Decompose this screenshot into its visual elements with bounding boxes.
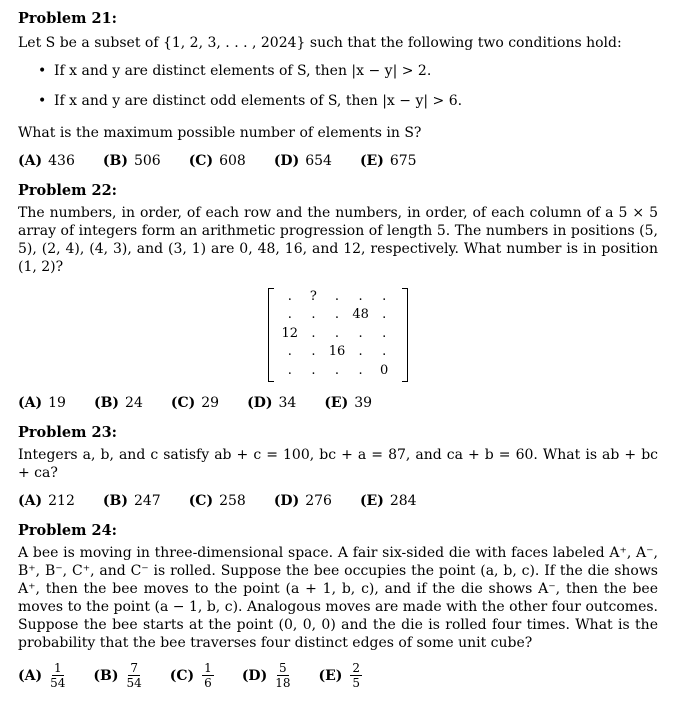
problem-24-title: Problem 24: xyxy=(18,522,118,539)
fraction: $\frac{1}{6}$ xyxy=(204,661,212,690)
problem-23-title: Problem 23: xyxy=(18,424,118,441)
matrix-cell: . xyxy=(382,325,387,341)
problem-22-text: The numbers, in order, of each row and the numbers, in order, of each column of a 5 × 5 array of integers form an arithmetic progression of length 5. The numbers in positions (5, 5), (2, 4), (4, 3), and (3, 1) are 0, 48, 16, and 12, respectively. What number is in position (1, 2)? xyxy=(18,205,658,275)
answer-choice: (C) 29 xyxy=(170,395,220,411)
answer-choice: (C) 608 xyxy=(188,153,246,169)
answer-choice: (A) 212 xyxy=(18,493,75,509)
answer-choice: (D) 276 xyxy=(273,493,332,509)
matrix-cell: 0 xyxy=(380,362,389,378)
answer-choice: (C) 258 xyxy=(188,493,246,509)
problem-sheet xyxy=(18,10,658,689)
fraction: $\frac{5}{18}$ xyxy=(275,661,291,690)
problem-22-choices xyxy=(18,394,658,412)
problem-23-text: Integers a, b, and c satisfy ab + c = 100, bc + a = 87, and ca + b = 60. What is ab + bc + ca? xyxy=(18,447,658,481)
problem-22-title: Problem 22: xyxy=(18,182,118,199)
answer-choice: (D) $\frac{5}{18}$ xyxy=(241,661,291,690)
matrix-cell: . xyxy=(287,362,292,378)
answer-choice: (D) 654 xyxy=(273,153,332,169)
matrix-cell: . xyxy=(287,307,292,323)
matrix-cell: . xyxy=(311,344,316,360)
matrix-cell: . xyxy=(334,362,340,378)
matrix-cell: . xyxy=(358,325,363,341)
matrix-cell: . xyxy=(311,325,316,341)
answer-choice: (A) 436 xyxy=(18,153,75,169)
array-matrix xyxy=(268,288,408,384)
matrix-cell: 16 xyxy=(328,344,346,360)
problem-21-condition-1: • If x and y are distinct elements of S, then |x − y| > 2. xyxy=(18,62,658,80)
matrix-cell: 12 xyxy=(281,325,299,341)
problem-21-question: What is the maximum possible number of elements in S? xyxy=(18,125,422,141)
matrix-cell: . xyxy=(334,307,340,323)
problem-21-choices xyxy=(18,152,658,170)
matrix-cell: ? xyxy=(309,289,317,304)
answer-choice: (B) 247 xyxy=(102,493,161,509)
fraction: $\frac{1}{54}$ xyxy=(50,661,66,690)
answer-choice: (B) $\frac{7}{54}$ xyxy=(93,661,142,690)
problem-21-intro: Let S be a subset of {1, 2, 3, . . . , 2024} such that the following two conditions hold: xyxy=(18,35,622,51)
answer-choice: (A) 19 xyxy=(18,395,66,411)
answer-choice: (E) 675 xyxy=(359,153,417,169)
answer-choice: (B) 24 xyxy=(93,395,143,411)
fraction: $\frac{7}{54}$ xyxy=(126,661,142,690)
matrix-cell: . xyxy=(334,289,340,304)
matrix-cell: . xyxy=(334,325,340,341)
problem-23-choices xyxy=(18,492,658,510)
problem-21-title: Problem 21: xyxy=(18,10,118,27)
matrix-left-bracket xyxy=(268,288,274,382)
matrix-cell: . xyxy=(358,362,363,378)
matrix-cell: . xyxy=(287,289,292,304)
matrix-cell: . xyxy=(358,344,363,360)
matrix-grid xyxy=(278,288,396,380)
matrix-cell: . xyxy=(287,344,292,360)
problem-24-text: A bee is moving in three-dimensional space. A fair six-sided die with faces labeled A⁺, A⁻, B⁺, B⁻, C⁺, and C⁻ is rolled. Suppose the bee occupies the point (a, b, c). If the die shows A⁺, then the bee moves to the point (a + 1, b, c), and if the die shows A⁻, then the bee moves to the point (a − 1, b, c). Analogous moves are made with the other four outcomes. Suppose the bee starts at the point (0, 0, 0) and the die is rolled four times. What is the probability that the bee traverses four distinct edges of some unit cube? xyxy=(18,545,658,651)
matrix-cell: . xyxy=(382,289,387,304)
matrix-cell: 48 xyxy=(352,307,369,323)
matrix-cell: . xyxy=(382,344,387,360)
matrix-cell: . xyxy=(311,307,316,323)
problem-24-choices xyxy=(18,662,658,689)
answer-choice: (A) $\frac{1}{54}$ xyxy=(18,661,66,690)
answer-choice: (B) 506 xyxy=(102,153,161,169)
matrix-cell: . xyxy=(358,289,363,304)
matrix-right-bracket xyxy=(402,288,408,382)
answer-choice: (E) 39 xyxy=(324,395,373,411)
answer-choice: (E) 284 xyxy=(359,493,417,509)
answer-choice: (D) 34 xyxy=(247,395,297,411)
matrix-cell: . xyxy=(311,362,316,378)
answer-choice: (C) $\frac{1}{6}$ xyxy=(169,661,212,690)
answer-choice: (E) $\frac{2}{5}$ xyxy=(318,661,361,690)
problem-21-condition-2: • If x and y are distinct odd elements of S, then |x − y| > 6. xyxy=(18,92,658,110)
fraction: $\frac{2}{5}$ xyxy=(352,661,361,690)
matrix-cell: . xyxy=(382,307,387,323)
